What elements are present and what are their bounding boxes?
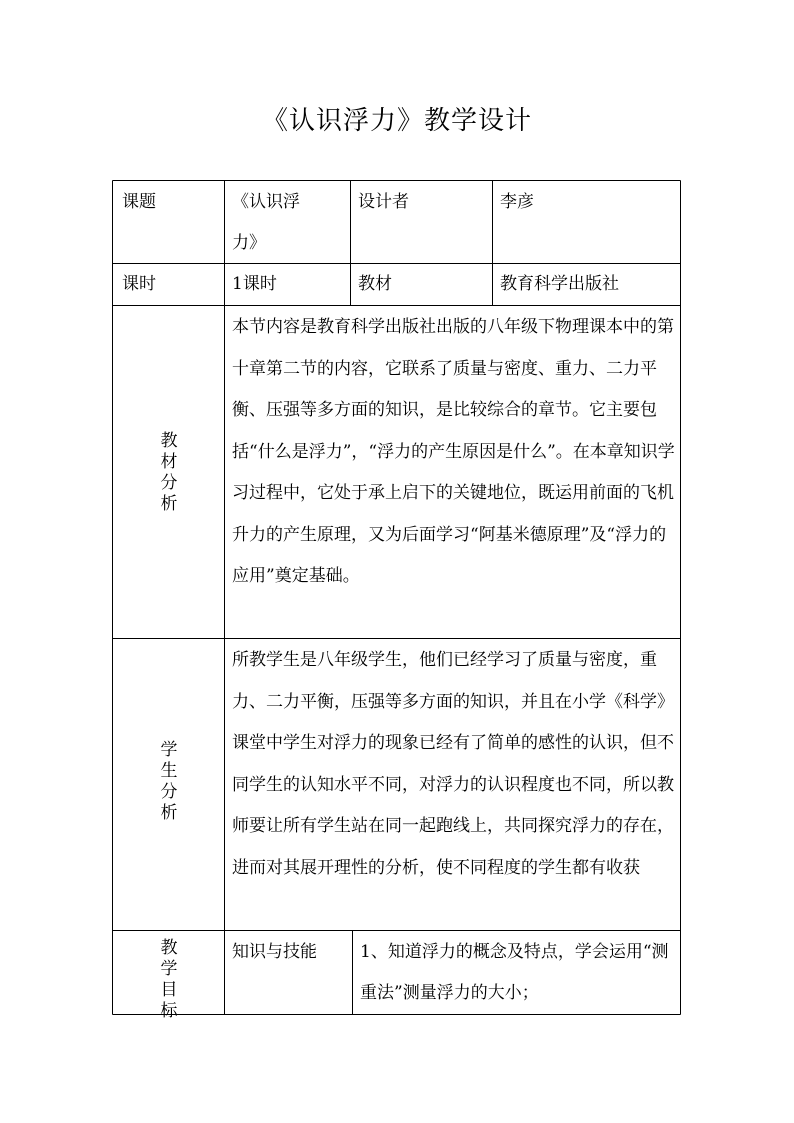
- teaching-goals-sublabel: 知识与技能: [232, 942, 317, 962]
- student-analysis-label: 学生分析: [160, 740, 178, 823]
- material-analysis-text: 本节内容是教育科学出版社出版的八年级下物理课本中的第十章第二节的内容，它联系了质量与密度、重力、二力平衡、压强等多方面的知识，是比较综合的章节。它主要包括“什么是浮力”，“浮力的产生原因是什么”。在本章知识学习过程中，它处于承上启下的关键地位，既运用前面的飞机升力的产生原理，又为后面学习“阿基米德原理”及“浮力的应用”奠定基础。: [232, 317, 675, 586]
- material-analysis-label: 教材分析: [160, 431, 178, 514]
- course-name: 《认识浮力》: [232, 192, 300, 253]
- designer-label: 设计者: [358, 192, 409, 212]
- textbook-label: 教材: [358, 274, 392, 294]
- designer-name: 李彦: [500, 192, 534, 212]
- teaching-goals-text: 1、知道浮力的概念及特点，学会运用“测重法”测量浮力的大小；: [360, 942, 669, 1003]
- document-title: 《认识浮力》教学设计: [261, 106, 532, 136]
- course-label: 课题: [122, 192, 156, 212]
- student-analysis-text: 所教学生是八年级学生，他们已经学习了质量与密度，重力、二力平衡，压强等多方面的知识，并且在小学《科学》课堂中学生对浮力的现象已经有了简单的感性的认识，但不同学生的认知水平不同，对浮力的认识程度也不同，所以教师要让所有学生站在同一起跑线上，共同探究浮力的存在，进而对其展开理性的分析，使不同程度的学生都有收获: [232, 650, 674, 878]
- hours-value: 1课时: [232, 274, 277, 294]
- textbook-value: 教育科学出版社: [500, 274, 619, 294]
- teaching-goals-label: 教学目标: [160, 938, 178, 1021]
- hours-label: 课时: [122, 274, 156, 294]
